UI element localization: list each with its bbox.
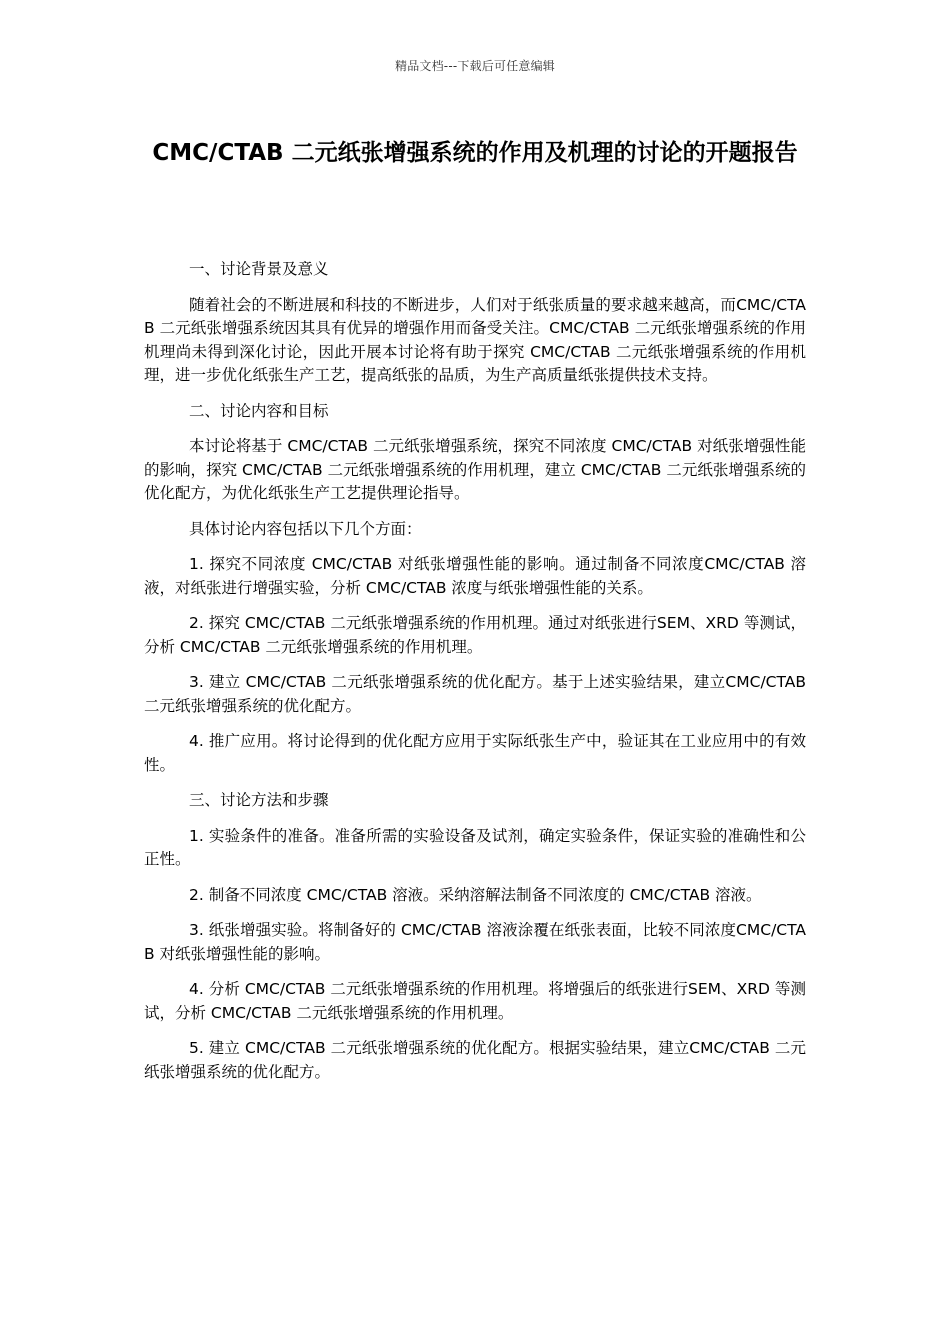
section-heading-methods: 三、讨论方法和步骤 <box>189 791 329 809</box>
section-heading-background: 一、讨论背景及意义 <box>189 260 329 278</box>
content-item-3: 3. 建立 CMC/CTAB 二元纸张增强系统的优化配方。基于上述实验结果，建立CMC/CTAB 二元纸张增强系统的优化配方。 <box>144 673 806 715</box>
content-item-4: 4. 推广应用。将讨论得到的优化配方应用于实际纸张生产中，验证其在工业应用中的有效性。 <box>144 732 806 774</box>
document-title: CMC/CTAB 二元纸张增强系统的作用及机理的讨论的开题报告 <box>152 140 798 166</box>
paragraph-content-intro: 具体讨论内容包括以下几个方面： <box>189 519 422 538</box>
method-step-5: 5. 建立 CMC/CTAB 二元纸张增强系统的优化配方。根据实验结果，建立CMC/CTAB 二元纸张增强系统的优化配方。 <box>144 1039 806 1081</box>
method-step-2: 2. 制备不同浓度 CMC/CTAB 溶液。采纳溶解法制备不同浓度的 CMC/CTAB 溶液。 <box>189 885 762 904</box>
content-item-1: 1. 探究不同浓度 CMC/CTAB 对纸张增强性能的影响。通过制备不同浓度CMC/CTAB 溶液，对纸张进行增强实验，分析 CMC/CTAB 浓度与纸张增强性能的关系。 <box>144 555 806 597</box>
header-note: 精品文档---下载后可任意编辑 <box>395 59 555 73</box>
paragraph-content-goals: 本讨论将基于 CMC/CTAB 二元纸张增强系统，探究不同浓度 CMC/CTAB 对纸张增强性能的影响，探究 CMC/CTAB 二元纸张增强系统的作用机理，建立 CMC/CTAB 二元纸张增强系统的优化配方，为优化纸张生产工艺提供理论指导。 <box>144 437 806 502</box>
content-item-2: 2. 探究 CMC/CTAB 二元纸张增强系统的作用机理。通过对纸张进行SEM、XRD 等测试，分析 CMC/CTAB 二元纸张增强系统的作用机理。 <box>144 614 806 656</box>
method-step-1: 1. 实验条件的准备。准备所需的实验设备及试剂，确定实验条件，保证实验的准确性和公正性。 <box>144 826 806 868</box>
document-body <box>144 258 806 1096</box>
section-heading-content-goals: 二、讨论内容和目标 <box>189 401 329 420</box>
method-step-4: 4. 分析 CMC/CTAB 二元纸张增强系统的作用机理。将增强后的纸张进行SEM、XRD 等测试，分析 CMC/CTAB 二元纸张增强系统的作用机理。 <box>144 980 806 1022</box>
paragraph-background: 随着社会的不断进展和科技的不断进步，人们对于纸张质量的要求越来越高，而CMC/CTAB 二元纸张增强系统因其具有优异的增强作用而备受关注。CMC/CTAB 二元纸张增强系统的作用机理尚未得到深化讨论，因此开展本讨论将有助于探究 CMC/CTAB 二元纸张增强系统的作用机理，进一步优化纸张生产工艺，提高纸张的品质，为生产高质量纸张提供技术支持。 <box>144 295 806 384</box>
method-step-3: 3. 纸张增强实验。将制备好的 CMC/CTAB 溶液涂覆在纸张表面，比较不同浓度CMC/CTAB 对纸张增强性能的影响。 <box>144 921 806 963</box>
